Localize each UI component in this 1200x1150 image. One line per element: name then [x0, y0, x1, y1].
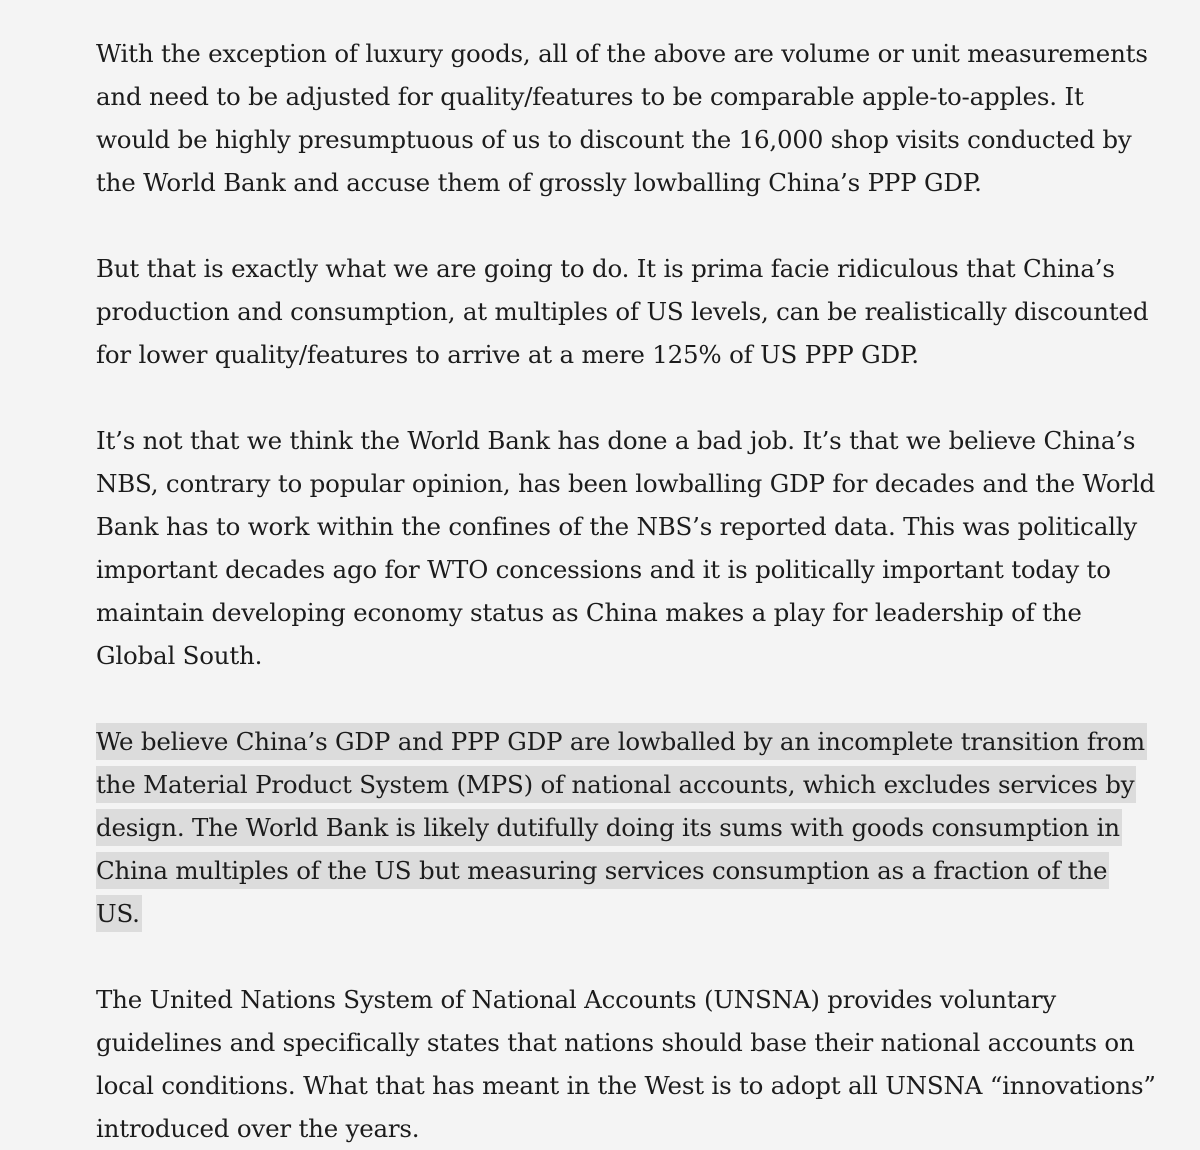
article-body: [96, 32, 1156, 1150]
paragraph-prima-facie: [96, 247, 1156, 376]
paragraph-text: With the exception of luxury goods, all of the above are volume or unit measurements and need to be adjusted for quality/features to be comparable apple-to-apples. It would be highly presumptuous of us to discount the 16,000 shop visits conducted by the World Bank and accuse them of grossly lowballing China’s PPP GDP.: [96, 39, 1148, 197]
paragraph-text: The United Nations System of National Accounts (UNSNA) provides voluntary guidelines and specifically states that nations should base their national accounts on local conditions. What that has meant in the West is to adopt all UNSNA “innovations” introduced over the years.: [96, 985, 1156, 1143]
paragraph-mps-highlighted: [96, 720, 1156, 935]
paragraph-world-bank-nbs: [96, 419, 1156, 677]
paragraph-unsna: [96, 978, 1156, 1150]
paragraph-text: But that is exactly what we are going to do. It is prima facie ridiculous that China’s production and consumption, at multiples of US levels, can be realistically discounted for lower quality/features to arrive at a mere 125% of US PPP GDP.: [96, 254, 1149, 369]
paragraph-luxury-goods: [96, 32, 1156, 204]
highlighted-text[interactable]: We believe China’s GDP and PPP GDP are lowballed by an incomplete transition from the Material Product System (MPS) of national accounts, which excludes services by design. The World Bank is likely dutifully doing its sums with goods consumption in China multiples of the US but measuring services consumption as a fraction of the US.: [96, 723, 1147, 932]
paragraph-text: It’s not that we think the World Bank has done a bad job. It’s that we believe China’s NBS, contrary to popular opinion, has been lowballing GDP for decades and the World Bank has to work within the confines of the NBS’s reported data. This was politically important decades ago for WTO concessions and it is politically important today to maintain developing economy status as China makes a play for leadership of the Global South.: [96, 426, 1156, 670]
